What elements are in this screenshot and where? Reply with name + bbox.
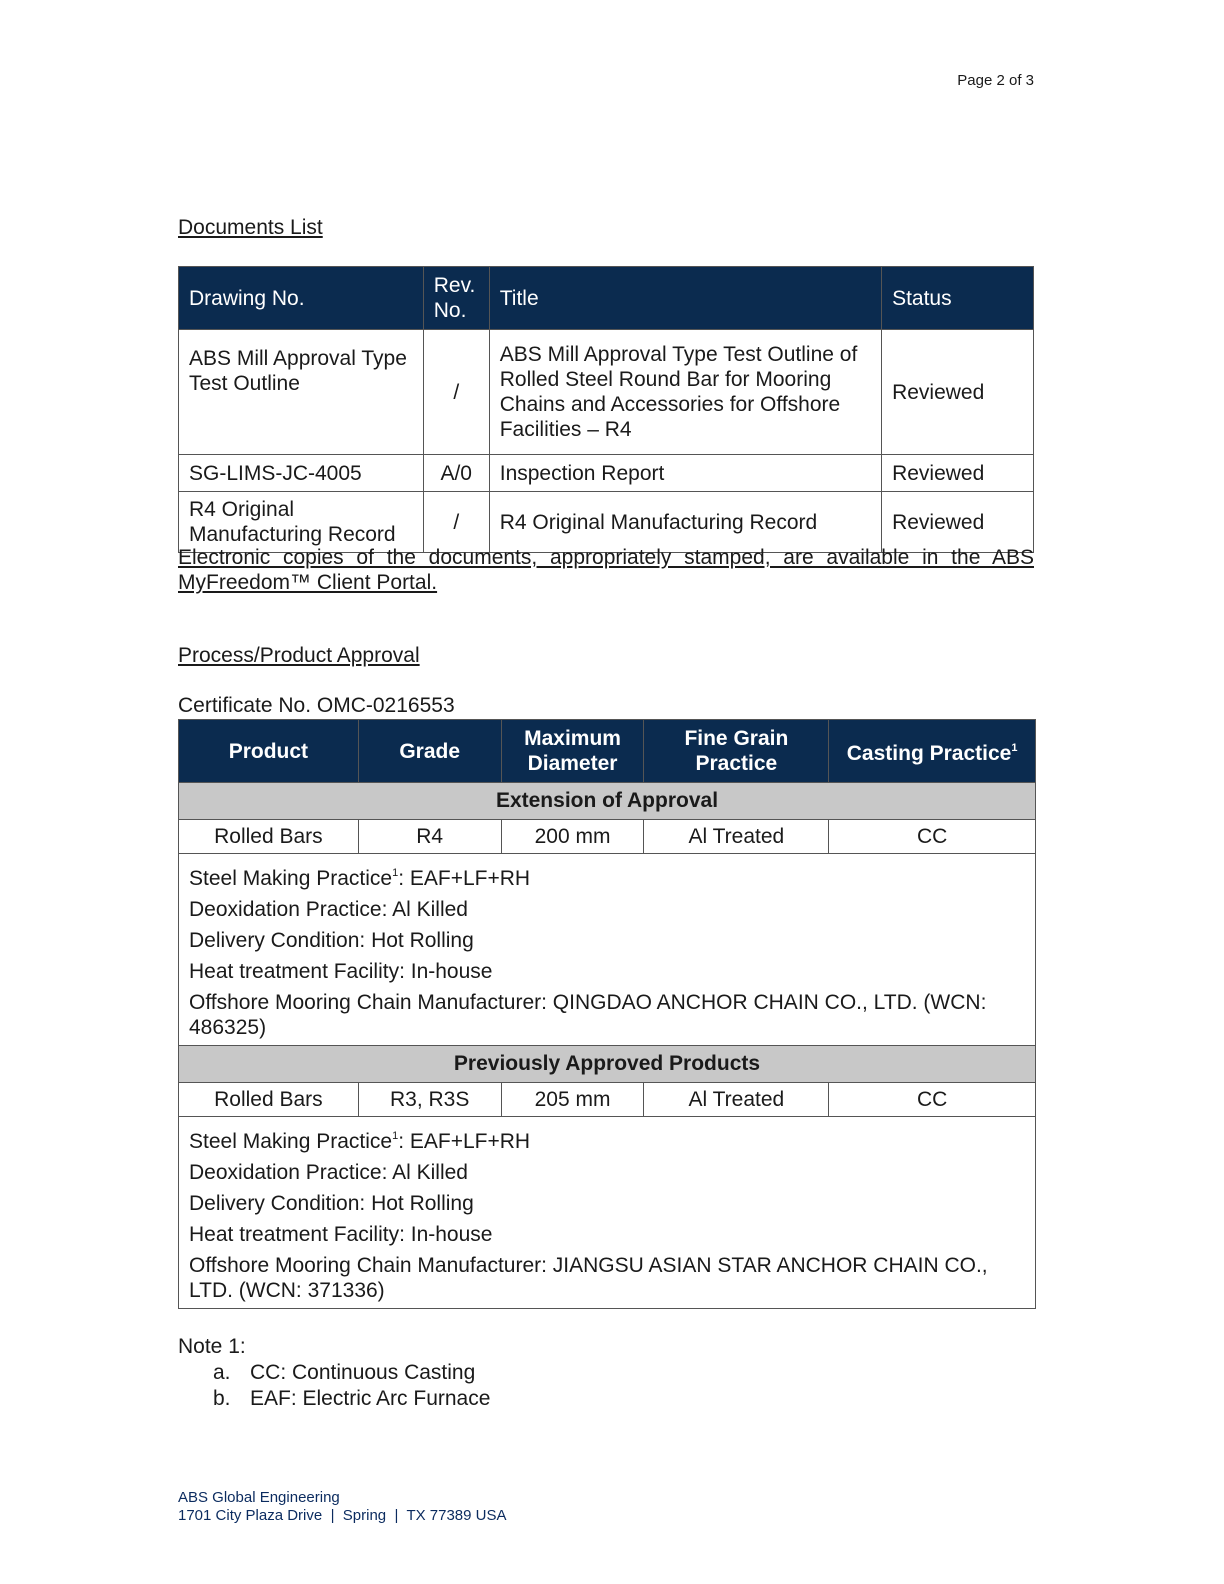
table-row [179,492,1034,553]
drawing-no-cell: ABS Mill Approval Type Test Outline [179,330,424,455]
status-cell: Reviewed [882,455,1034,492]
title-cell: R4 Original Manufacturing Record [489,492,881,553]
col-rev-no: Rev. No. [423,267,489,330]
rev-no-cell: / [423,330,489,455]
title-cell: ABS Mill Approval Type Test Outline of Rolled Steel Round Bar for Mooring Chains and Accessories for Offshore Facilities – R4 [489,330,881,455]
product-cell: Rolled Bars [179,820,359,854]
status-cell: Reviewed [882,330,1034,455]
diameter-cell: 200 mm [501,820,644,854]
note-text: CC: Continuous Casting [250,1361,476,1384]
previous-details [179,1117,1036,1309]
documents-portal-note: Electronic copies of the documents, appropriately stamped, are available in the ABS MyFreedom™ Client Portal. [178,546,1034,594]
grade-cell: R4 [358,820,501,854]
casting-cell: CC [829,1083,1036,1117]
title-cell: Inspection Report [489,455,881,492]
col-fine-grain: Fine Grain Practice [644,720,829,783]
list-item [178,1386,490,1412]
footer-address: 1701 City Plaza Drive | Spring | TX 77389 USA [178,1507,507,1524]
details-cell [179,854,1036,1046]
approval-table [178,719,1036,1309]
col-status: Status [882,267,1034,330]
footer-company: ABS Global Engineering [178,1489,340,1506]
status-cell: Reviewed [882,492,1034,553]
rev-no-cell: A/0 [423,455,489,492]
notes [178,1334,490,1412]
documents-list-heading: Documents List [178,216,323,239]
note-label: a. [213,1361,231,1384]
col-drawing-no: Drawing No. [179,267,424,330]
col-casting-practice: Casting Practice$^1$ [829,720,1036,783]
heat-treatment-facility: Heat treatment Facility: In-house [189,1223,493,1246]
col-max-diameter: Maximum Diameter [501,720,644,783]
col-title: Title [489,267,881,330]
drawing-no-cell: SG-LIMS-JC-4005 [179,455,424,492]
fine-grain-cell: Al Treated [644,1083,829,1117]
product-cell: Rolled Bars [179,1083,359,1117]
note-label: b. [213,1387,231,1410]
chain-manufacturer: Offshore Mooring Chain Manufacturer: QINGDAO ANCHOR CHAIN CO., LTD. (WCN: 486325) [189,991,987,1039]
certificate-number: Certificate No. OMC-0216553 [178,694,455,717]
fine-grain-cell: Al Treated [644,820,829,854]
previous-band [179,1046,1036,1083]
documents-table [178,266,1034,553]
page-number: Page 2 of 3 [957,72,1034,89]
casting-cell: CC [829,820,1036,854]
process-product-approval-heading: Process/Product Approval [178,644,420,667]
note-text: EAF: Electric Arc Furnace [250,1387,491,1410]
col-product: Product [179,720,359,783]
details-cell [179,1117,1036,1309]
footer [178,1489,507,1525]
table-row [179,455,1034,492]
col-grade: Grade [358,720,501,783]
extension-details [179,854,1036,1046]
drawing-no-cell: R4 Original Manufacturing Record [179,492,424,553]
list-item [178,1360,490,1386]
extension-band [179,783,1036,820]
documents-table-header [179,267,1034,330]
diameter-cell: 205 mm [501,1083,644,1117]
delivery-condition: Delivery Condition: Hot Rolling [189,1192,474,1215]
delivery-condition: Delivery Condition: Hot Rolling [189,929,474,952]
deoxidation-practice: Deoxidation Practice: Al Killed [189,898,468,921]
deoxidation-practice: Deoxidation Practice: Al Killed [189,1161,468,1184]
table-row [179,330,1034,455]
extension-label: Extension of Approval [179,783,1036,820]
table-row [179,820,1036,854]
steel-making-practice: Steel Making Practice$^1$: EAF+LF+RH [189,1130,531,1153]
rev-no-cell: / [423,492,489,553]
approval-table-header [179,720,1036,783]
grade-cell: R3, R3S [358,1083,501,1117]
heat-treatment-facility: Heat treatment Facility: In-house [189,960,493,983]
steel-making-practice: Steel Making Practice$^1$: EAF+LF+RH [189,867,531,890]
chain-manufacturer: Offshore Mooring Chain Manufacturer: JIANGSU ASIAN STAR ANCHOR CHAIN CO., LTD. (WCN: 371336) [189,1254,988,1302]
table-row [179,1083,1036,1117]
notes-title: Note 1: [178,1335,246,1358]
previous-label: Previously Approved Products [179,1046,1036,1083]
